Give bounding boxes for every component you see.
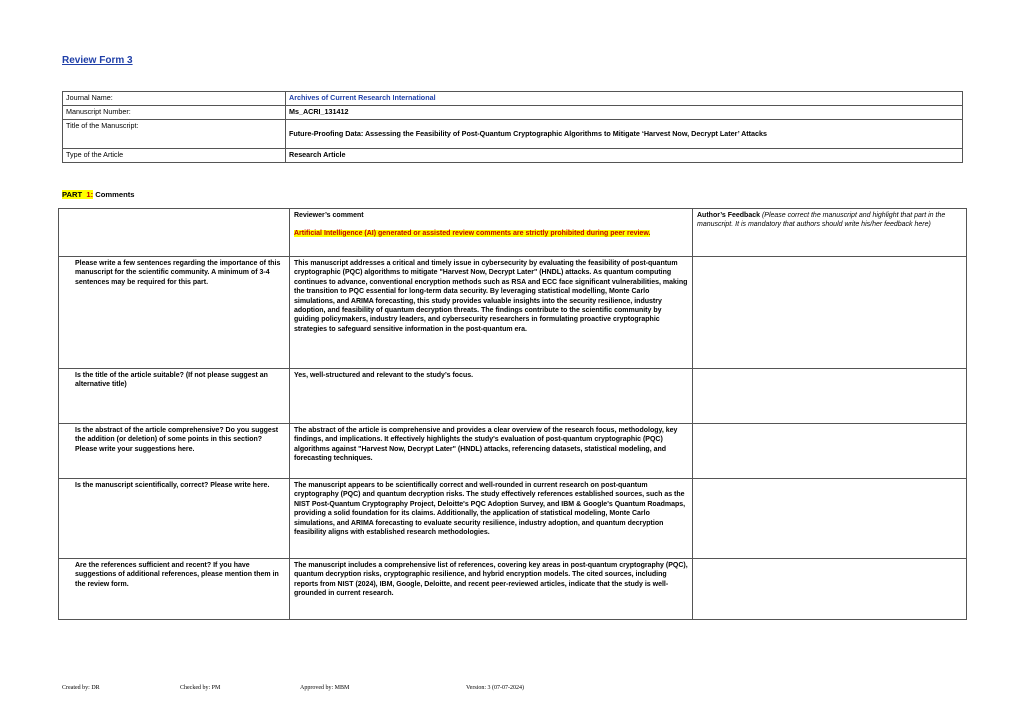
table-row — [59, 424, 967, 479]
info-row-title — [63, 120, 963, 149]
journal-name-label: Journal Name: — [63, 92, 286, 106]
article-type-label: Type of the Article — [63, 149, 286, 163]
journal-name-value: Archives of Current Research International — [286, 92, 963, 106]
author-feedback-header — [693, 209, 967, 257]
manuscript-title-label: Title of the Manuscript: — [63, 120, 286, 149]
manuscript-info-table — [62, 91, 963, 163]
question-abstract: Is the abstract of the article comprehensive? Do you suggest the addition (or deletion) of some points in this section? Please write your suggestions here. — [59, 424, 290, 479]
footer-version: Version: 3 (07-07-2024) — [466, 685, 524, 691]
comments-header-row — [59, 209, 967, 257]
info-row-journal — [63, 92, 963, 106]
manuscript-number-label: Manuscript Number: — [63, 106, 286, 120]
table-row — [59, 479, 967, 559]
question-title — [59, 369, 290, 424]
manuscript-number-value: Ms_ACRI_131412 — [286, 106, 963, 120]
author-feedback-cell[interactable] — [693, 369, 967, 424]
article-type-value: Research Article — [286, 149, 963, 163]
author-feedback-cell[interactable] — [693, 559, 967, 620]
reviewer-comment: This manuscript addresses a critical and timely issue in cybersecurity by evaluating the feasibility of post-quantum cryptographic (PQC) algorithms to mitigate "Harvest Now, Decrypt Later" (HNDL) attacks. As quantum computing continues to advance, conventional encryption methods such as RSA and ECC face significant vulnerabilities, making the transition to PQC essential for long-term data security. By leveraging statistical modelling, Monte Carlo simulations, and ARIMA forecasting, this study provides valuable insights into the security resilience, industry adoption, and feasibility of quantum decryption threats. The findings contribute to the scientific community by guiding policymakers, industry leaders, and cybersecurity researchers in formulating proactive cryptographic strategies to safeguard sensitive information in the post-quantum era. — [290, 257, 693, 369]
reviewer-comment: The abstract of the article is comprehensive and provides a clear overview of the research focus, methodology, key findings, and implications. It effectively highlights the study's evaluation of post-quantum cryptographic (PQC) algorithms against "Harvest Now, Decrypt Later" (HNDL) attacks, referencing datasets, statistical modeling, and forecasting techniques. — [290, 424, 693, 479]
table-row — [59, 369, 967, 424]
part-number: 1: — [86, 190, 94, 199]
reviewer-comment: Yes, well-structured and relevant to the study’s focus. — [290, 369, 693, 424]
author-feedback-cell[interactable] — [693, 424, 967, 479]
author-feedback-note: (Please correct the manuscript and highlight that part in the manuscript. It is mandatory that authors should write his/her feedback here) — [697, 212, 946, 229]
question-references: Are the references sufficient and recent? If you have suggestions of additional references, please mention them in the review form. — [59, 559, 290, 620]
reviewer-comment-header — [290, 209, 693, 257]
part-highlight — [62, 190, 93, 199]
info-row-article-type — [63, 149, 963, 163]
ai-warning: Artificial Intelligence (AI) generated or assisted review comments are strictly prohibited during peer review. — [294, 230, 651, 238]
question-importance: Please write a few sentences regarding the importance of this manuscript for the scientific community. A minimum of 3-4 sentences may be required for this part. — [59, 257, 290, 369]
comments-table — [58, 208, 967, 620]
part-title: Comments — [95, 190, 135, 199]
author-feedback-label: Author’s Feedback — [697, 212, 761, 219]
reviewer-comment: The manuscript appears to be scientifically correct and well-rounded in current research on post-quantum cryptography (PQC) and quantum decryption risks. The study effectively references established sources, such as the NIST Post-Quantum Cryptography Project, Deloitte's PQC Adoption Survey, and IBM & Google's Quantum Roadmaps, providing a solid foundation for its claims. Additionally, the application of statistical modeling, Monte Carlo simulations, and ARIMA forecasting to evaluate security resilience, industry adoption, and quantum decryption feasibility aligns with established research methodologies. — [290, 479, 693, 559]
info-row-manuscript-number — [63, 106, 963, 120]
question-title-text: Is the title of the article suitable? (If not please suggest an alternative title) — [75, 372, 268, 389]
reviewer-comment: The manuscript includes a comprehensive list of references, covering key areas in post-quantum cryptography (PQC), quantum decryption risks, cryptographic resilience, and hybrid encryption models. The cited sources, including reports from NIST (2024), IBM, Google, Deloitte, and recent peer-reviewed articles, indicate that the study is well-grounded in current research. — [290, 559, 693, 620]
table-row — [59, 257, 967, 369]
table-row — [59, 559, 967, 620]
footer-created-by: Created by: DR — [62, 685, 100, 691]
footer-checked-by: Checked by: PM — [180, 685, 221, 691]
part-heading — [62, 190, 134, 199]
manuscript-title-cell — [286, 120, 963, 149]
header-empty-cell — [59, 209, 290, 257]
part-label: PART — [62, 190, 83, 199]
form-title: Review Form 3 — [62, 55, 133, 66]
manuscript-title-value: Future-Proofing Data: Assessing the Feasibility of Post-Quantum Cryptographic Algorithms to Mitigate ‘Harvest Now, Decrypt Later’ Attacks — [289, 129, 768, 138]
author-feedback-cell[interactable] — [693, 479, 967, 559]
reviewer-comment-label: Reviewer’s comment — [294, 212, 364, 219]
author-feedback-cell[interactable] — [693, 257, 967, 369]
question-scientific: Is the manuscript scientifically, correct? Please write here. — [59, 479, 290, 559]
footer-approved-by: Approved by: MBM — [300, 685, 350, 691]
